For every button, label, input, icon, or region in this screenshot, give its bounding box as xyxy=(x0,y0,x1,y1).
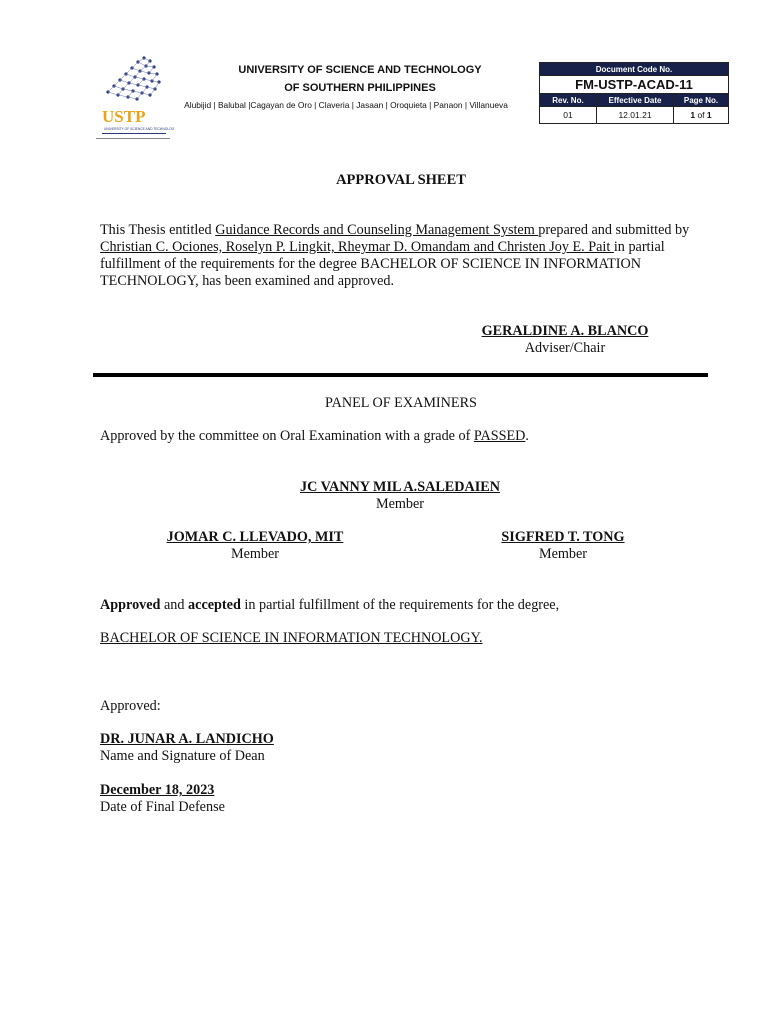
panel-member xyxy=(250,479,550,513)
page-no-label: Page No. xyxy=(674,94,729,107)
defense-date: December 18, 2023 xyxy=(100,782,215,798)
dean-name: DR. JUNAR A. LANDICHO xyxy=(100,731,274,747)
defense-date-block xyxy=(100,782,225,816)
statement-rest: in partial fulfillment of the requirements for the degree, xyxy=(240,597,560,613)
dean-block xyxy=(100,731,274,765)
committee-period: . xyxy=(525,428,529,444)
member-role: Member xyxy=(375,496,425,512)
adviser-name: GERALDINE A. BLANCO xyxy=(481,323,649,339)
approved-accepted-statement xyxy=(100,597,720,614)
paragraph-submitted: prepared and submitted by xyxy=(538,222,690,238)
approved-label: Approved: xyxy=(100,698,161,714)
section-divider xyxy=(93,373,708,377)
committee-statement xyxy=(100,428,720,445)
member-role: Member xyxy=(538,546,588,562)
member-name: JC VANNY MIL A.SALEDAIEN xyxy=(300,479,500,495)
grade-value: PASSED xyxy=(473,428,526,444)
thesis-title: Guidance Records and Counseling Management System xyxy=(215,222,539,238)
document-code-value: FM-USTP-ACAD-11 xyxy=(540,76,729,94)
svg-text:UNIVERSITY OF SCIENCE AND TECH: UNIVERSITY OF SCIENCE AND TECHNOLOGY xyxy=(104,127,174,131)
document-code-label: Document Code No. xyxy=(540,63,729,76)
committee-text: Approved by the committee on Oral Examination with a grade of xyxy=(100,428,474,444)
and-word: and xyxy=(160,597,189,613)
page-total: 1 xyxy=(706,110,712,120)
page-of: of xyxy=(697,110,705,120)
degree-name: BACHELOR OF SCIENCE IN INFORMATION TECHNOLOGY. xyxy=(100,630,483,646)
university-name-line2: OF SOUTHERN PHILIPPINES xyxy=(284,82,436,94)
thesis-authors: Christian C. Ociones, Roselyn P. Lingkit, Rheymar D. Omandam and Christen Joy E. Pait xyxy=(100,239,614,255)
paragraph-rest: in partial fulfillment of the requirements for the degree BACHELOR OF SCIENCE IN INFORMATION TECHNOLOGY, has been examined and approved. xyxy=(100,239,665,289)
ustp-logo xyxy=(92,52,174,144)
member-name: SIGFRED T. TONG xyxy=(501,529,625,545)
panel-heading: PANEL OF EXAMINERS xyxy=(325,395,477,411)
dean-role: Name and Signature of Dean xyxy=(100,748,265,764)
page-title: APPROVAL SHEET xyxy=(336,172,466,188)
adviser-role: Adviser/Chair xyxy=(524,340,606,356)
defense-date-label: Date of Final Defense xyxy=(100,799,225,815)
accepted-word: accepted xyxy=(188,597,241,613)
university-name-line1: UNIVERSITY OF SCIENCE AND TECHNOLOGY xyxy=(238,64,482,76)
approved-word: Approved xyxy=(100,597,161,613)
svg-text:USTP: USTP xyxy=(102,107,146,126)
effective-date-value: 12.01.21 xyxy=(597,107,674,124)
page-number: 1 xyxy=(690,110,696,120)
rev-no-value: 01 xyxy=(540,107,597,124)
rev-no-label: Rev. No. xyxy=(540,94,597,107)
paragraph-intro: This Thesis entitled xyxy=(100,222,216,238)
member-role: Member xyxy=(230,546,280,562)
document-code-table xyxy=(539,62,729,124)
page-no-value xyxy=(674,107,729,124)
campus-list: Alubijid | Balubal |Cagayan de Oro | Claveria | Jasaan | Oroquieta | Panaon | Villanueva xyxy=(184,100,508,110)
member-name: JOMAR C. LLEVADO, MIT xyxy=(166,529,344,545)
effective-date-label: Effective Date xyxy=(597,94,674,107)
panel-member xyxy=(440,529,686,563)
ustp-logo-graphic xyxy=(92,52,174,144)
approval-paragraph xyxy=(100,222,702,290)
panel-member xyxy=(130,529,380,563)
adviser-block xyxy=(440,323,690,357)
